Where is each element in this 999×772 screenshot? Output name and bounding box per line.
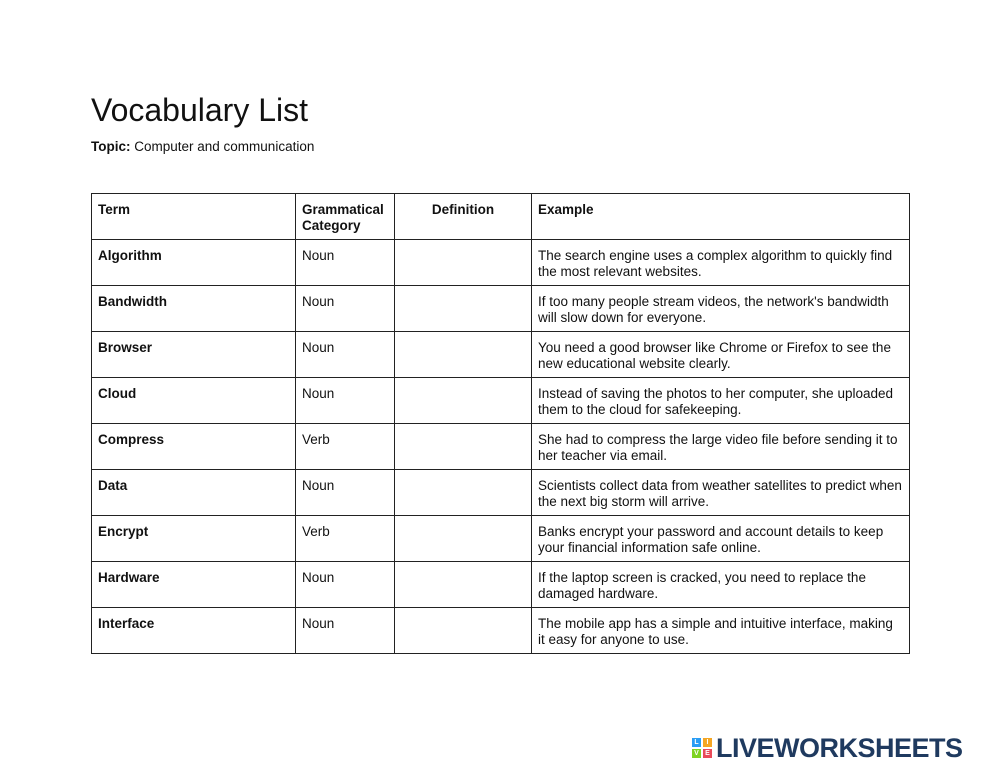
term-cell: Compress (92, 424, 296, 470)
term-cell: Bandwidth (92, 286, 296, 332)
definition-cell[interactable] (395, 470, 532, 516)
definition-cell[interactable] (395, 562, 532, 608)
category-cell: Noun (296, 240, 395, 286)
category-cell: Noun (296, 470, 395, 516)
table-row (92, 562, 910, 608)
term-cell: Cloud (92, 378, 296, 424)
example-cell: Scientists collect data from weather satellites to predict when the next big storm will arrive. (532, 470, 910, 516)
table-row (92, 378, 910, 424)
example-cell: Instead of saving the photos to her computer, she uploaded them to the cloud for safekeeping. (532, 378, 910, 424)
example-cell: The mobile app has a simple and intuitive interface, making it easy for anyone to use. (532, 608, 910, 654)
logo-tile: E (703, 749, 712, 758)
definition-cell[interactable] (395, 332, 532, 378)
table-row (92, 516, 910, 562)
term-cell: Browser (92, 332, 296, 378)
category-cell: Verb (296, 424, 395, 470)
term-cell: Interface (92, 608, 296, 654)
header-definition: Definition (395, 194, 532, 240)
table-row (92, 240, 910, 286)
table-row (92, 608, 910, 654)
term-cell: Algorithm (92, 240, 296, 286)
topic-line (91, 138, 314, 155)
category-cell: Verb (296, 516, 395, 562)
table-row (92, 424, 910, 470)
example-cell: If too many people stream videos, the network's bandwidth will slow down for everyone. (532, 286, 910, 332)
header-grammatical-category: Grammatical Category (296, 194, 395, 240)
page-title: Vocabulary List (91, 92, 309, 128)
liveworksheets-logo-text: LIVEWORKSHEETS (716, 732, 963, 763)
category-cell: Noun (296, 378, 395, 424)
vocabulary-table (91, 193, 910, 654)
header-term: Term (92, 194, 296, 240)
example-cell: She had to compress the large video file before sending it to her teacher via email. (532, 424, 910, 470)
definition-cell[interactable] (395, 424, 532, 470)
logo-tile: I (703, 738, 712, 747)
topic-value: Computer and communication (130, 139, 315, 154)
topic-label: Topic: (91, 139, 131, 154)
liveworksheets-logo (692, 733, 963, 763)
table-row (92, 286, 910, 332)
logo-tile: L (692, 738, 701, 747)
term-cell: Data (92, 470, 296, 516)
definition-cell[interactable] (395, 240, 532, 286)
definition-cell[interactable] (395, 378, 532, 424)
term-cell: Encrypt (92, 516, 296, 562)
vocabulary-table-body (92, 240, 910, 654)
header-example: Example (532, 194, 910, 240)
category-cell: Noun (296, 286, 395, 332)
table-row (92, 332, 910, 378)
definition-cell[interactable] (395, 608, 532, 654)
example-cell: The search engine uses a complex algorithm to quickly find the most relevant websites. (532, 240, 910, 286)
example-cell: Banks encrypt your password and account details to keep your financial information safe online. (532, 516, 910, 562)
definition-cell[interactable] (395, 286, 532, 332)
logo-tile: V (692, 749, 701, 758)
table-row (92, 470, 910, 516)
category-cell: Noun (296, 332, 395, 378)
category-cell: Noun (296, 608, 395, 654)
term-cell: Hardware (92, 562, 296, 608)
table-header-row (92, 194, 910, 240)
example-cell: You need a good browser like Chrome or Firefox to see the new educational website clearly. (532, 332, 910, 378)
liveworksheets-logo-icon (692, 738, 712, 758)
category-cell: Noun (296, 562, 395, 608)
definition-cell[interactable] (395, 516, 532, 562)
example-cell: If the laptop screen is cracked, you need to replace the damaged hardware. (532, 562, 910, 608)
